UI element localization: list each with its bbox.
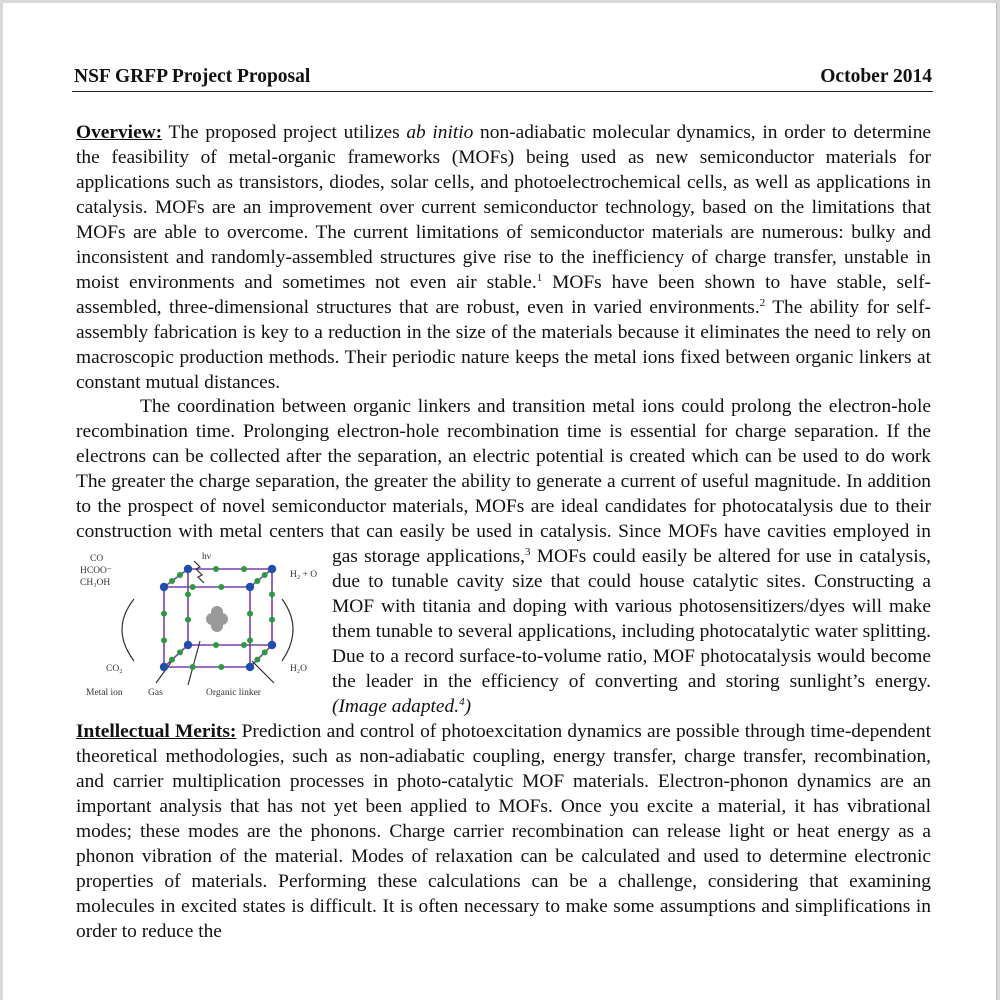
intellectual-merits-paragraph: Intellectual Merits: Prediction and control of photoexcitation dynamics are possible through time-dependent theoretical methodologies, such as non-adiabatic coupling, energy transfer, charge transfer, recombination, and carrier multiplication processes in photo-catalytic MOF materials. Electron-phonon dynamics are an important analysis that has not yet been applied to MOFs. Once you excite a material, it has vibrational modes; these modes are the phonons. Charge carrier recombination can release light or heat energy as a phonon vibration of the material. Modes of relaxation can be calculated and used to determine electronic properties of materials. Performing these calculations can be a challenge, considering that examining molecules in excited states is difficult. It is often necessary to make some assumptions and simplifications in order to reduce the — [76, 720, 931, 942]
organic-linker-node — [213, 566, 219, 572]
metal-ion-node — [246, 583, 254, 591]
mof-cube-figure — [76, 549, 324, 699]
label-co: CO — [90, 554, 104, 565]
merits-heading: Intellectual Merits: — [76, 720, 237, 742]
organic-linker-node — [269, 592, 275, 598]
overview-heading: Overview: — [76, 122, 163, 143]
reference-2: 2 — [759, 296, 766, 309]
organic-linker-node — [218, 664, 224, 670]
header-rule — [72, 91, 933, 92]
reference-1: 1 — [536, 271, 543, 284]
organic-linker-node — [218, 584, 224, 590]
organic-linker-node — [177, 650, 183, 656]
metal-ion-node — [268, 641, 276, 649]
label-hcoo: HCOO⁻ — [80, 566, 112, 577]
label-h2o: H₂O — [290, 664, 308, 675]
organic-linker-node — [254, 657, 260, 663]
organic-linker-node — [247, 638, 253, 644]
label-hv: hν — [202, 552, 212, 563]
figure-labels — [80, 552, 317, 698]
ab-initio-term: ab initio — [406, 122, 474, 143]
metal-ion-node — [268, 565, 276, 573]
gas-molecule — [206, 606, 228, 632]
coordination-paragraph: The coordination between organic linkers and transition metal ions could prolong the electron-hole recombination time. Prolonging electron-hole recombination time is essential for charge separation. If the electrons can be collected after the separation, an electric potential is created which can be used to do work The greater the charge separation, the greater the ability to generate a current of useful magnitude. In addition to the prospect of novel semiconductor materials, MOFs are ideal candidates for photocatalysis due to their construction with metal centers that can easily be used in catalysis. Since MOFs have cavities employed in gas storage CO HCOO⁻ CH₃OH hν H₂ + O CO₂ H₂O Metal ion Gas Organic linker applications,$^3$ MOFs could easily be altered for use in catalysis, due to tunable cavity size that could house catalytic sites. Constructing a MOF with titania and doping with various photosensitizers/dyes will make them tunable to several applications, including photocatalytic water splitting. Due to a record surface-to-volume ratio, MOF photocatalysis would become the leader in the efficiency of converting and storing sunlight’s energy. (Image adapted.$^4$) — [76, 396, 931, 717]
document-body — [76, 121, 931, 944]
label-organic-linker: Organic linker — [206, 688, 261, 699]
organic-linker-node — [247, 611, 253, 617]
organic-linker-node — [269, 617, 275, 623]
document-title: NSF GRFP Project Proposal — [74, 66, 311, 87]
organic-linker-node — [185, 617, 191, 623]
organic-linker-node — [185, 592, 191, 598]
organic-linker-node — [177, 572, 183, 578]
organic-linker-node — [169, 578, 175, 584]
label-ch3oh: CH₃OH — [80, 578, 111, 589]
reference-4: 4 — [459, 695, 465, 708]
organic-linker-node — [161, 611, 167, 617]
organic-linker-node — [241, 566, 247, 572]
organic-linker-node — [262, 650, 268, 656]
mof-diagram — [76, 549, 324, 699]
label-gas: Gas — [148, 688, 163, 699]
metal-ion-node — [160, 583, 168, 591]
metal-ion-node — [246, 663, 254, 671]
metal-ion-node — [160, 663, 168, 671]
document-date: October 2014 — [820, 66, 932, 87]
organic-linker-node — [161, 638, 167, 644]
page-header — [74, 66, 932, 88]
organic-linker-node — [241, 642, 247, 648]
label-metal-ion: Metal ion — [86, 688, 123, 699]
organic-linker-node — [262, 572, 268, 578]
organic-linker-node — [190, 664, 196, 670]
organic-linker-node — [254, 578, 260, 584]
label-h2o2: H₂ + O — [290, 570, 318, 581]
organic-linker-node — [169, 657, 175, 663]
metal-ion-node — [184, 565, 192, 573]
document-page — [3, 3, 997, 1000]
reference-3: 3 — [524, 546, 531, 559]
organic-linker-node — [190, 584, 196, 590]
label-co2: CO₂ — [106, 664, 123, 675]
overview-paragraph: Overview: The proposed project utilizes ab initio non-adiabatic molecular dynamics, in order to determine the feasibility of metal-organic frameworks (MOFs) being used as new semiconductor materials for applications such as transistors, diodes, solar cells, and photoelectrochemical cells, as well as applications in catalysis. MOFs are an improvement over current semiconductor technology, based on the limitations that MOFs are able to overcome. The current limitations of semiconductor materials are numerous: bulky and inconsistent and randomly-assembled structures give rise to the inefficiency of charge transfer, unstable in moist environments and sometimes not even air stable.$^1$ MOFs have been shown to have stable, self-assembled, three-dimensional structures that are robust, even in varied environments.$^2$ The ability for self-assembly fabrication is key to a reduction in the size of the materials because it eliminates the need to rely on macroscopic production methods. Their periodic nature keeps the metal ions fixed between organic linkers at constant mutual distances. — [76, 122, 932, 393]
organic-linker-node — [213, 642, 219, 648]
image-credit: (Image adapted.$^4$) — [332, 695, 472, 717]
metal-ion-node — [184, 641, 192, 649]
